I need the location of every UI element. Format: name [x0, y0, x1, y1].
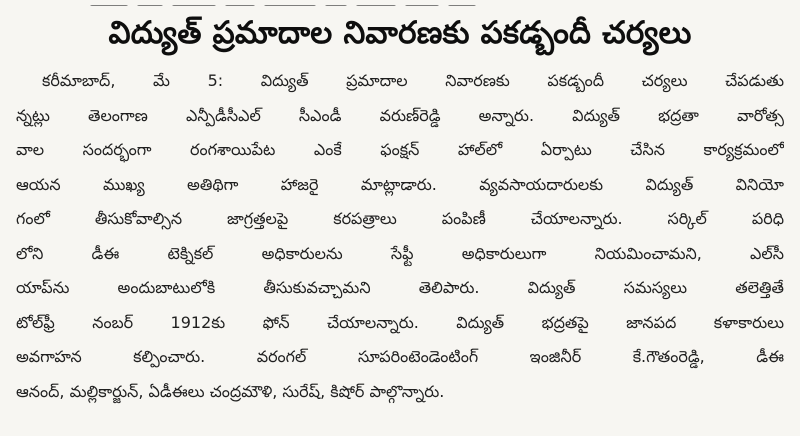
article-line: టోల్‌ఫ్రీ నంబర్ 1912కు ఫోన్ చేయాలన్నారు. విద్యుత్ భద్రతపై జానపద కళాకారులు: [16, 312, 784, 332]
article-line: ఆయన ముఖ్య అతిథిగా హాజరై మాట్లాడారు. వ్యవసాయదారులకు విద్యుత్ వినియో: [16, 174, 784, 194]
article-line: అవగాహన కల్పించారు. వరంగల్ సూపరింటెండెంటింగ్ ఇంజినీర్ కే.గౌతంరెడ్డి, డీఈ: [16, 347, 784, 366]
article-line: కరీమాబాద్, మే 5: విద్యుత్ ప్రమాదాల నివారణకు పకడ్బందీ చర్యలు చేపడుతు: [42, 71, 784, 90]
article-line: లోని డీఈ టెక్నికల్ అధికారులను సేఫ్టీ అధికారులుగా నియమించామని, ఎల్‌సీ: [16, 243, 784, 263]
article-line: యాప్‌ను అందుబాటులోకి తీసుకువచ్చామని తెలిపారు. విద్యుత్ సమస్యలు తలెత్తితే: [16, 278, 784, 297]
cut-off-previous-text: [90, 0, 520, 6]
cut-off-next-text: [530, 431, 650, 436]
article-line: గంలో తీసుకోవాల్సిన జాగ్రత్తలపై కరపత్రాలు పంపిణీ చేయాలన్నారు. సర్కిల్ పరిధి: [16, 209, 784, 228]
article-line: వాల సందర్భంగా రంగశాయిపేట ఎంకే ఫంక్షన్ హాల్‌లో ఏర్పాటు చేసిన కార్యక్రమంలో: [16, 140, 784, 159]
article-line: న్నట్లు తెలంగాణ ఎన్పీడీసీఎల్ సీఎండీ వరుణ్‌రెడ్డి అన్నారు. విద్యుత్ భద్రతా వారోత్స: [16, 105, 784, 125]
article-body: [16, 64, 784, 409]
article-headline: విద్యుత్ ప్రమాదాల నివారణకు పకడ్బందీ చర్యలు: [108, 15, 692, 51]
article-line: ఆనంద్, మల్లికార్జున్, ఏడీఈలు చంద్రమౌళి, సురేష్, కిషోర్ పాల్గొన్నారు.: [16, 381, 445, 401]
